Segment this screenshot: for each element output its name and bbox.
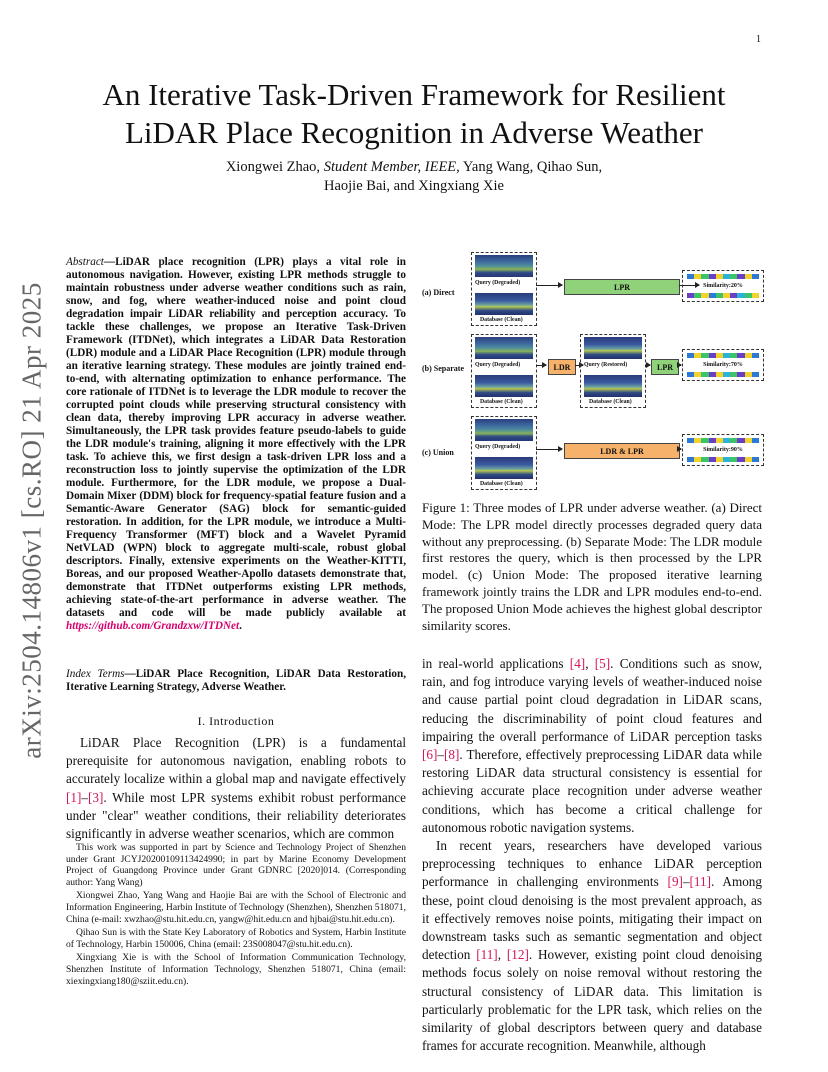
descriptor-bar	[737, 353, 744, 358]
citation-link[interactable]: [9]	[667, 874, 683, 890]
citation-link[interactable]: [8]	[443, 747, 460, 763]
lidar-image	[475, 419, 533, 441]
descriptor-bar	[701, 438, 708, 443]
descriptor-bar	[745, 353, 752, 358]
descriptor-bar	[723, 353, 730, 358]
citation-link[interactable]: [4]	[569, 656, 586, 671]
descriptor-bar	[737, 438, 744, 443]
descriptor-bar	[709, 457, 716, 462]
descriptor-bar	[694, 293, 701, 298]
abstract-end: .	[239, 620, 242, 632]
descriptor-bar	[730, 457, 737, 462]
similarity-group	[682, 349, 764, 381]
descriptor-bar	[687, 457, 694, 462]
descriptor-bar	[701, 372, 708, 377]
descriptor-bar	[687, 438, 694, 443]
lidar-image	[475, 337, 533, 359]
descriptor-bar	[745, 274, 752, 279]
descriptor-bar	[716, 372, 723, 377]
descriptor-bar	[709, 372, 716, 377]
text-run: in real-world applications	[422, 656, 570, 671]
descriptor-bar	[723, 457, 730, 462]
descriptor-bar	[701, 274, 708, 279]
text-run: . Among these, point cloud denoising is the most prevalent approach, as it effectively removes noise points, mitigating their impact on downstream tasks such as semantic segmentation and object detection	[422, 874, 762, 963]
flow-arrow	[679, 449, 681, 450]
author-line-2: Haojie Bai, and Xingxiang Xie	[324, 178, 504, 194]
descriptor-bar	[694, 372, 701, 377]
footnote: Xiongwei Zhao, Yang Wang and Haojie Bai are with the School of Electronic and Information Engineering, Harbin Institute of Technology (Shenzhen), Shenzhen 518071, China (e-mail: xwzhao@stu.hit.edu.cn, yangw@hit.edu.cn and hjbai@stu.hit.edu.cn).	[66, 890, 406, 925]
descriptor-bar	[737, 372, 744, 377]
descriptor-bars	[687, 438, 759, 443]
similarity-group	[682, 270, 764, 302]
ldr-box: LDR	[548, 359, 576, 375]
page-number: 1	[756, 34, 761, 45]
text-run: ,	[585, 656, 595, 671]
text-run: . Conditions such as snow, rain, and fog introduce varying levels of weather-induced noise and cause partial point cloud degradation in LiDAR scans, reducing the discriminability of point cloud features and impairing the overall performance of LiDAR perception tasks	[422, 656, 762, 744]
author-role: Student Member, IEEE	[323, 159, 457, 175]
descriptor-bar	[752, 457, 759, 462]
paragraph	[422, 655, 762, 837]
descriptor-bar	[730, 353, 737, 358]
descriptor-bars	[687, 293, 759, 298]
citation-link[interactable]: [3]	[87, 789, 104, 805]
flow-arrow	[645, 365, 650, 366]
descriptor-bar	[716, 457, 723, 462]
descriptor-bar	[723, 372, 730, 377]
author-line-1	[60, 158, 768, 177]
footnote: Qihao Sun is with the State Key Laboratory of Robotics and System, Harbin Institute of Technology, Harbin 150006, China (email: 23S008047@stu.hit.edu.cn).	[66, 927, 406, 950]
text-run: –	[81, 789, 88, 805]
descriptor-bar	[687, 353, 694, 358]
citation-link[interactable]: [12]	[506, 947, 529, 963]
descriptor-bar	[752, 274, 759, 279]
descriptor-bar	[745, 293, 752, 298]
descriptor-bar	[716, 293, 723, 298]
similarity-label: Similarity:70%	[703, 362, 743, 368]
right-column-body	[422, 655, 762, 1055]
descriptor-bar	[694, 353, 701, 358]
descriptor-bars	[687, 274, 759, 279]
descriptor-bars	[687, 353, 759, 358]
citation-link[interactable]: [11]	[689, 874, 712, 890]
index-terms-text: —LiDAR Place Recognition, LiDAR Data Restoration, Iterative Learning Strategy, Adverse Weather.	[66, 668, 406, 693]
row-label: (b) Separate	[422, 364, 464, 373]
descriptor-bar	[745, 372, 752, 377]
text-run: In recent years, researchers have developed various preprocessing techniques to enhance LiDAR perception performance in challenging environments	[422, 838, 762, 890]
database-label: Database (Clean)	[480, 317, 523, 323]
descriptor-bar	[694, 274, 701, 279]
descriptor-bar	[709, 353, 716, 358]
descriptor-bar	[752, 293, 759, 298]
text-run: LiDAR Place Recognition (LPR) is a fundamental prerequisite for autonomous navigation, enabling robots to accurately localize within a global map and navigate effectively	[66, 735, 406, 787]
query-label: Query (Degraded)	[475, 280, 521, 286]
flow-arrow	[536, 365, 546, 366]
footnotes	[66, 842, 406, 989]
index-terms	[66, 668, 406, 694]
lidar-image	[475, 375, 533, 397]
arxiv-stamp	[12, 280, 52, 760]
text-run: ,	[497, 947, 507, 963]
descriptor-bar	[730, 293, 737, 298]
footnote: This work was supported in part by Science and Technology Project of Shenzhen under Grant JCYJ20200109113424990; in part by Marine Economy Development Project of Guangdong Province under Grant GDNRC [2020]014. (Corresponding author: Yang Wang)	[66, 842, 406, 888]
row-label: (a) Direct	[422, 288, 455, 297]
author-names-b: , Yang Wang, Qihao Sun,	[456, 159, 603, 175]
text-run: –	[682, 874, 690, 890]
similarity-group	[682, 434, 764, 466]
flow-arrow	[678, 365, 681, 366]
descriptor-bar	[716, 274, 723, 279]
descriptor-bar	[723, 438, 730, 443]
figure-row-direct	[420, 252, 768, 332]
database-label: Database (Clean)	[480, 399, 523, 405]
abstract-text: —LiDAR place recognition (LPR) plays a vital role in autonomous navigation. However, existing LPR methods struggle to maintain robustness under adverse weather conditions such as rain, snow, and fog, where weather-induced noise and point cloud degradation impair LiDAR reliability and perception accuracy. To tackle these challenges, we propose an Iterative Task-Driven Framework (ITDNet), which integrates a LiDAR Data Restoration (LDR) module and a LiDAR Place Recognition (LPR) module through an iterative learning strategy. These modules are jointly trained end-to-end, with alternating optimization to enhance performance. The core rationale of ITDNet is to leverage the LDR module to recover the corrupted point clouds while preserving structural consistency with clean data, thereby improving LPR accuracy in adverse weather. Simultaneously, the LPR task provides feature pseudo-labels to guide the LDR module's training, aligning it more effectively with the LPR task. To achieve this, we first design a task-driven LPR loss and a reconstruction loss to jointly supervise the optimization of the LDR module. Furthermore, for the LDR module, we propose a Dual-Domain Mixer (DDM) block for frequency-spatial feature fusion and a Semantic-Aware Generator (SAG) block for semantic-guided restoration. In addition, for the LPR module, we introduce a Multi-Frequency Transformer (MFT) block and a Wavelet Pyramid NetVLAD (WPN) block to aggregate multi-scale, robust global descriptors. Finally, extensive experiments on the Weather-KITTI, Boreas, and our proposed Weather-Apollo datasets demonstrate that, demonstrate that ITDNet outperforms existing LPR methods, achieving state-of-the-art performance in adverse weather. The datasets and code will be made publicly available at	[66, 256, 406, 619]
descriptor-bar	[694, 438, 701, 443]
query-label: Query (Degraded)	[475, 444, 521, 450]
abstract-label: Abstract	[66, 256, 104, 268]
descriptor-bar	[730, 274, 737, 279]
lidar-image	[584, 375, 642, 397]
lidar-image	[475, 457, 533, 479]
paragraph	[422, 837, 762, 1055]
descriptor-bar	[752, 438, 759, 443]
author-names-a: Xiongwei Zhao,	[225, 159, 324, 175]
author-block	[60, 158, 768, 196]
descriptor-bar	[752, 353, 759, 358]
descriptor-bar	[716, 438, 723, 443]
descriptor-bar	[709, 274, 716, 279]
descriptor-bar	[730, 438, 737, 443]
descriptor-bar	[730, 372, 737, 377]
descriptor-bar	[723, 293, 730, 298]
descriptor-bar	[701, 293, 708, 298]
descriptor-bar	[737, 293, 744, 298]
database-label: Database (Clean)	[480, 481, 523, 487]
text-run: . While most LPR systems exhibit robust performance under "clear" weather conditions, their reliability deteriorates significantly in adverse weather scenarios, which are common	[66, 789, 406, 842]
arxiv-stamp-text: arXiv:2504.14806v1 [cs.RO] 21 Apr 2025	[16, 281, 47, 759]
descriptor-bar	[709, 438, 716, 443]
text-run: . Therefore, effectively preprocessing LiDAR data while restoring LiDAR data structural consistency is essential for achieving accurate place recognition under adverse weather conditions, which has become a critical challenge for autonomous robotic navigation systems.	[422, 747, 762, 835]
footnote: Xingxiang Xie is with the School of Information Communication Technology, Shenzhen Institute of Information Technology, Shenzhen 518071, China (email: xiexingxiang180@sziit.edu.cn).	[66, 952, 406, 987]
descriptor-bar	[716, 353, 723, 358]
lidar-image	[475, 293, 533, 315]
lpr-box: LPR	[651, 359, 679, 375]
flow-arrow	[536, 285, 562, 286]
descriptor-bar	[694, 457, 701, 462]
similarity-label: Similarity:90%	[703, 447, 743, 453]
figure-caption: Figure 1: Three modes of LPR under adverse weather. (a) Direct Mode: The LPR model directly processes degraded query data without any preprocessing. (b) Separate Mode: The LDR module first restores the query, which is then processed by the LPR model. (c) Union Mode: The proposed iterative learning framework jointly trains the LDR and LPR modules end-to-end. The proposed Union Mode achieves the highest global descriptor similarity scores.	[422, 500, 762, 633]
lidar-image	[475, 255, 533, 277]
paper-title: An Iterative Task-Driven Framework for Resilient LiDAR Place Recognition in Adverse Weather	[102, 77, 726, 150]
row-label: (c) Union	[422, 448, 454, 457]
descriptor-bar	[745, 457, 752, 462]
text-run: . However, existing point cloud denoising methods focus solely on noise removal without restoring the structural consistency of LiDAR data. This limitation is particularly problematic for the LPR task, which relies on the similarity of global descriptors between query and database frames for accurate recognition. Meanwhile, although	[422, 947, 762, 1054]
query-restored-label: Query (Restored)	[584, 362, 628, 368]
code-link[interactable]: https://github.com/Grandzxw/ITDNet	[66, 620, 240, 632]
figure-1	[420, 252, 768, 492]
abstract	[66, 256, 406, 633]
descriptor-bar	[709, 293, 716, 298]
descriptor-bars	[687, 457, 759, 462]
descriptor-bar	[745, 438, 752, 443]
lpr-box: LPR	[564, 279, 680, 295]
descriptor-bar	[687, 372, 694, 377]
database-label: Database (Clean)	[589, 399, 632, 405]
descriptor-bar	[737, 457, 744, 462]
descriptor-bar	[687, 274, 694, 279]
descriptor-bar	[737, 274, 744, 279]
citation-link[interactable]: [6]	[422, 747, 438, 763]
ldr-lpr-box: LDR & LPR	[564, 443, 680, 459]
citation-link[interactable]: [5]	[594, 656, 611, 671]
query-label: Query (Degraded)	[475, 362, 521, 368]
descriptor-bar	[752, 372, 759, 377]
text-run: –	[437, 747, 444, 763]
lidar-image	[584, 337, 642, 359]
section-heading-introduction: I. Introduction	[197, 714, 275, 728]
figure-row-union	[420, 416, 768, 496]
descriptor-bars	[687, 372, 759, 377]
descriptor-bar	[701, 353, 708, 358]
citation-link[interactable]: [11]	[476, 947, 498, 963]
similarity-label: Similarity:20%	[703, 283, 743, 289]
flow-arrow	[536, 449, 562, 450]
intro-paragraph-text	[66, 734, 406, 843]
descriptor-bar	[701, 457, 708, 462]
citation-link[interactable]: [1]	[66, 789, 82, 805]
index-terms-label: Index Terms	[66, 668, 125, 680]
descriptor-bar	[687, 293, 694, 298]
intro-paragraph	[66, 734, 406, 843]
figure-row-separate	[420, 334, 768, 414]
descriptor-bar	[723, 274, 730, 279]
